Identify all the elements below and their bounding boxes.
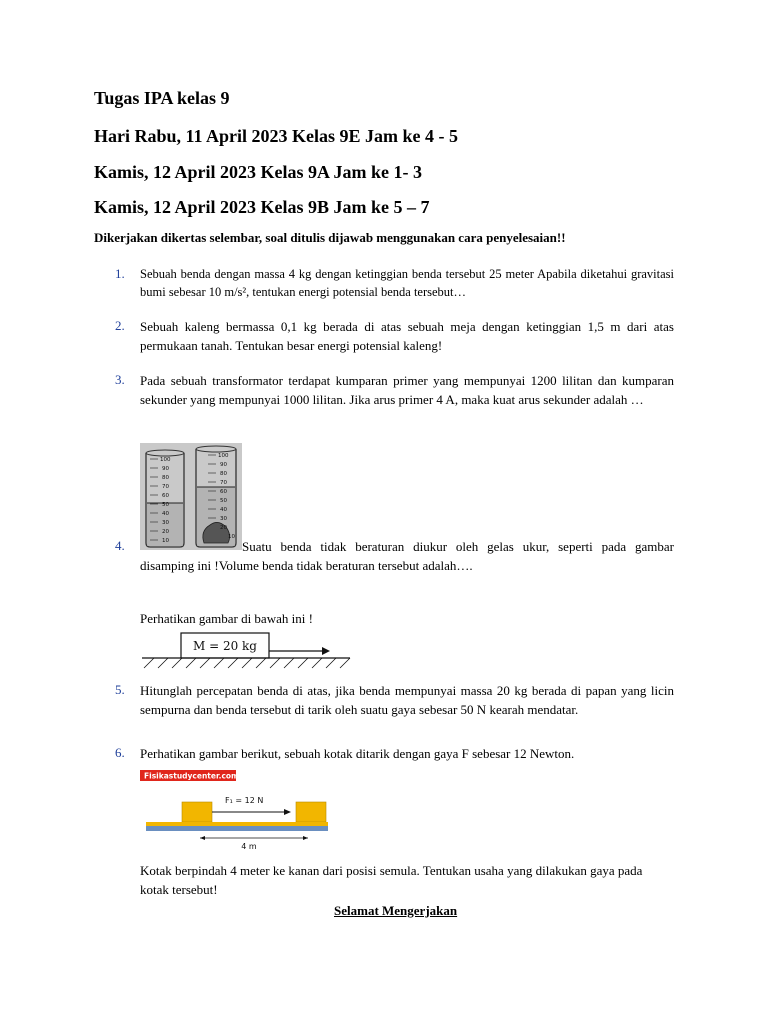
distance-label: 4 m (241, 842, 257, 851)
tick-label: 10 (228, 534, 235, 540)
instruction-text: Dikerjakan dikertas selembar, soal ditulis dijawab menggunakan cara penyelesaian!! (94, 230, 566, 245)
tick-label: 70 (162, 484, 169, 490)
tick-label: 100 (160, 457, 171, 463)
tick-label: 100 (218, 453, 229, 459)
question-text: Pada sebuah transformator terdapat kumparan primer yang mempunyai 1200 lilitan dan kumparan sekunder yang mempunyai 1000 lilitan. Jika arus primer 4 A, maka kuat arus sekunder adalah … (140, 373, 674, 407)
tick-label: 30 (220, 516, 227, 522)
tick-label: 60 (162, 493, 169, 499)
block-label: M = 20 kg (192, 639, 258, 653)
tick-label: 10 (162, 538, 169, 544)
question-number: 4. (115, 538, 125, 553)
schedule-line-9a: Kamis, 12 April 2023 Kelas 9A Jam ke 1- 3 (94, 162, 422, 182)
work-diagram (140, 770, 330, 852)
closing-text: Selamat Mengerjakan (334, 903, 458, 918)
question-number: 1. (115, 266, 125, 281)
tick-label: 20 (162, 529, 169, 535)
question-number: 3. (115, 372, 125, 387)
tick-label: 80 (162, 475, 169, 481)
tick-label: 90 (220, 462, 227, 468)
force-label: F₁ = 12 N (225, 796, 264, 805)
figure-intro-text: Perhatikan gambar di bawah ini ! (140, 611, 313, 626)
question-number: 2. (115, 318, 125, 333)
question-text: Suatu benda tidak beraturan diukur oleh gelas ukur, seperti pada gambar disamping ini !Volume benda tidak beraturan tersebut adalah…. (140, 539, 674, 573)
block-diagram (140, 630, 352, 672)
tick-label: 50 (162, 502, 169, 508)
question-text: Sebuah kaleng bermassa 0,1 kg berada di atas sebuah meja dengan ketinggian 1,5 m dari atas permukaan tanah. Tentukan besar energi potensial kaleng! (140, 319, 674, 353)
question-number: 5. (115, 682, 125, 697)
question-text: Perhatikan gambar berikut, sebuah kotak ditarik dengan gaya F sebesar 12 Newton. (140, 746, 575, 761)
question-text: Sebuah benda dengan massa 4 kg dengan ketinggian benda tersebut 25 meter Apabila diketahui gravitasi bumi sebesar 10 m/s², tentukan energi potensial benda tersebut… (140, 267, 674, 299)
schedule-line-9e: Hari Rabu, 11 April 2023 Kelas 9E Jam ke 4 - 5 (94, 126, 459, 146)
tick-label: 50 (220, 498, 227, 504)
document-title: Tugas IPA kelas 9 (94, 88, 230, 108)
tick-label: 20 (220, 525, 227, 531)
question-followup-text: Kotak berpindah 4 meter ke kanan dari posisi semula. Tentukan usaha yang dilakukan gaya pada kotak tersebut! (140, 863, 643, 897)
tick-label: 40 (220, 507, 227, 513)
source-banner: Fisikastudycenter.com (144, 771, 239, 781)
tick-label: 80 (220, 471, 227, 477)
tick-label: 90 (162, 466, 169, 472)
measuring-cylinder-photo (140, 443, 242, 550)
schedule-line-9b: Kamis, 12 April 2023 Kelas 9B Jam ke 5 – 7 (94, 197, 430, 217)
question-number: 6. (115, 745, 125, 760)
question-text: Hitunglah percepatan benda di atas, jika benda mempunyai massa 20 kg berada di papan yang licin sempurna dan benda tersebut di tarik oleh suatu gaya sebesar 50 N kearah mendatar. (140, 683, 674, 717)
tick-label: 60 (220, 489, 227, 495)
tick-label: 70 (220, 480, 227, 486)
tick-label: 30 (162, 520, 169, 526)
tick-label: 40 (162, 511, 169, 517)
